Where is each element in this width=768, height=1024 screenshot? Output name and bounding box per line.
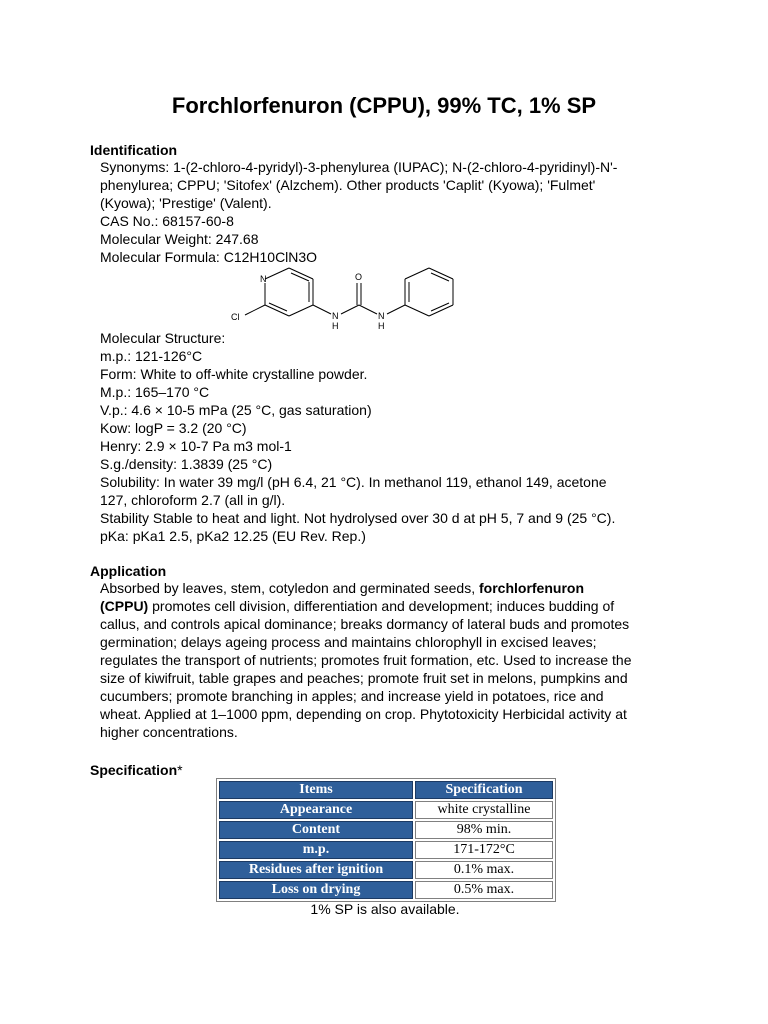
application-line: size of kiwifruit, table grapes and peaches; promote fruit set in melons, pumpkins and: [100, 670, 628, 686]
availability-note: 1% SP is also available.: [310, 901, 460, 917]
specification-heading-mark: *: [177, 762, 183, 778]
specification-table: [216, 778, 556, 902]
chlorine-label: Cl: [231, 312, 240, 322]
application-text: Absorbed by leaves, stem, cotyledon and germinated seeds,: [100, 580, 479, 596]
row-value: 171-172°C: [415, 841, 553, 859]
application-heading: Application: [90, 563, 167, 579]
application-line: cucumbers; promote branching in apples; and increase yield in potatoes, rice and: [100, 688, 604, 704]
table-row: [219, 821, 553, 839]
specification-heading: [90, 761, 183, 779]
molecular-formula: Molecular Formula: C12H10ClN3O: [100, 249, 318, 265]
application-line: regulates the transport of nutrients; promotes fruit formation, etc. Used to increase the: [100, 652, 632, 668]
amide-hydrogen-label: H: [332, 321, 339, 331]
property-line: 127, chloroform 2.7 (all in g/l).: [100, 492, 286, 508]
table-row: [219, 841, 553, 859]
property-line: Stability Stable to heat and light. Not hydrolysed over 30 d at pH 5, 7 and 9 (25 °C).: [100, 510, 616, 526]
table-header-row: [219, 781, 553, 799]
column-header-specification: Specification: [415, 781, 553, 799]
property-line: M.p.: 165–170 °C: [100, 384, 210, 400]
document-title: Forchlorfenuron (CPPU), 99% TC, 1% SP: [171, 93, 597, 118]
application-bold-abbrev: (CPPU): [100, 598, 149, 614]
synonyms-line: (Kyowa); 'Prestige' (Valent).: [100, 195, 272, 211]
application-line: higher concentrations.: [100, 724, 238, 740]
property-line: Kow: logP = 3.2 (20 °C): [100, 420, 247, 436]
application-line: germination; delays ageing process and maintains chlorophyll in excised leaves;: [100, 634, 597, 650]
row-item: Loss on drying: [219, 881, 413, 899]
row-item: Appearance: [219, 801, 413, 819]
application-line: [100, 579, 680, 597]
row-item: Residues after ignition: [219, 861, 413, 879]
property-line: Henry: 2.9 × 10-7 Pa m3 mol-1: [100, 438, 292, 454]
application-paragraph: [100, 579, 680, 741]
molecular-structure-diagram: [225, 266, 465, 347]
row-item: Content: [219, 821, 413, 839]
table-row: [219, 881, 553, 899]
synonyms-line: phenylurea; CPPU; 'Sitofex' (Alzchem). Other products 'Caplit' (Kyowa); 'Fulmet': [100, 177, 596, 193]
application-line: wheat. Applied at 1–1000 ppm, depending on crop. Phytotoxicity Herbicidal activity at: [100, 706, 627, 722]
column-header-items: Items: [219, 781, 413, 799]
row-value: 0.5% max.: [415, 881, 553, 899]
application-bold-name: forchlorfenuron: [479, 580, 584, 596]
row-value: white crystalline: [415, 801, 553, 819]
property-line: V.p.: 4.6 × 10-5 mPa (25 °C, gas saturation): [100, 402, 372, 418]
molecular-structure-row: [100, 266, 680, 347]
identification-heading: Identification: [90, 142, 178, 158]
application-line: callus, and controls apical dominance; breaks dormancy of lateral buds and promotes: [100, 616, 630, 632]
molecular-structure-label: Molecular Structure:: [100, 330, 226, 346]
property-line: Form: White to off-white crystalline powder.: [100, 366, 368, 382]
application-text: promotes cell division, differentiation and development; induces budding of: [148, 598, 615, 614]
property-line: S.g./density: 1.3839 (25 °C): [100, 456, 273, 472]
amide-nitrogen-label: N: [378, 311, 385, 321]
ring-nitrogen-label: N: [260, 274, 267, 284]
molecular-weight: Molecular Weight: 247.68: [100, 231, 259, 247]
synonyms-line: Synonyms: 1-(2-chloro-4-pyridyl)-3-phenylurea (IUPAC); N-(2-chloro-4-pyridinyl)-N'-: [100, 159, 618, 175]
application-line: [100, 597, 680, 615]
property-line: Solubility: In water 39 mg/l (pH 6.4, 21 °C). In methanol 119, ethanol 149, acetone: [100, 474, 607, 490]
amide-nitrogen-label: N: [332, 311, 339, 321]
oxygen-label: O: [355, 272, 363, 282]
row-item: m.p.: [219, 841, 413, 859]
property-line: pKa: pKa1 2.5, pKa2 12.25 (EU Rev. Rep.): [100, 528, 366, 544]
row-value: 0.1% max.: [415, 861, 553, 879]
property-line: m.p.: 121-126°C: [100, 348, 203, 364]
table-row: [219, 861, 553, 879]
table-row: [219, 801, 553, 819]
cas-number: CAS No.: 68157-60-8: [100, 213, 234, 229]
specification-heading-text: Specification: [90, 762, 178, 778]
identification-block: [100, 158, 680, 545]
row-value: 98% min.: [415, 821, 553, 839]
amide-hydrogen-label: H: [378, 321, 385, 331]
